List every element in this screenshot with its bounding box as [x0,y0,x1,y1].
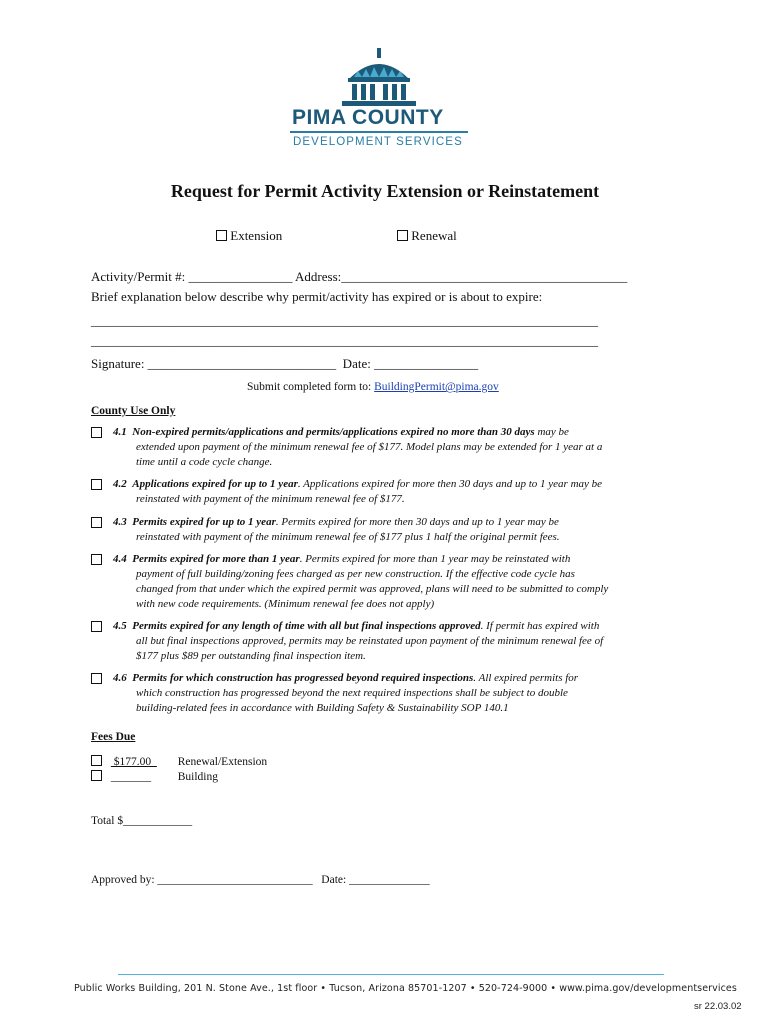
submit-prefix: Submit completed form to: [247,381,375,393]
item-4-5-checkbox[interactable] [91,621,102,632]
submit-instruction [247,381,499,393]
item-4-3-checkbox[interactable] [91,517,102,528]
logo-county-name: PIMA COUNTY [292,106,444,129]
fee-renewal-checkbox[interactable] [91,755,102,766]
item-4-2-line: reinstated with payment of the minimum renewal fee of $177. [136,493,405,505]
explanation-line-1[interactable]: ______________________________________________________________________________ [91,313,598,328]
county-use-item-4-4 [91,552,691,612]
fee-building-checkbox[interactable] [91,770,102,781]
form-code: sr 22.03.02 [694,1001,742,1012]
item-4-5-line: $177 plus $89 per outstanding final inspection item. [136,650,366,662]
item-4-3-line: reinstated with payment of the minimum renewal fee of $177 plus 1 half the original permit fees. [136,531,560,543]
item-4-3-heading: Permits expired for up to 1 year [132,516,276,528]
fee-row-renewal [91,755,267,768]
item-4-4-line: with new code requirements. (Minimum renewal fee does not apply) [136,598,435,610]
county-use-item-4-5 [91,619,691,664]
item-4-3-line: . Permits expired for more then 30 days and up to 1 year may be [275,516,559,528]
item-4-1-number: 4.1 [113,426,127,438]
county-use-heading: County Use Only [91,405,176,417]
page-title: Request for Permit Activity Extension or Reinstatement [170,181,600,201]
item-4-2-number: 4.2 [113,478,127,490]
renewal-label: Renewal [411,228,457,243]
extension-label: Extension [230,228,283,243]
item-4-6-checkbox[interactable] [91,673,102,684]
permit-address-field[interactable]: Activity/Permit #: ________________ Address:____________________________________________ [91,269,628,284]
logo-divider [290,131,468,133]
item-4-1-heading: Non-expired permits/applications and permits/applications expired no more than 30 days [132,426,535,438]
option-renewal[interactable] [397,228,457,244]
item-4-6-line: which construction has progressed beyond the next required inspections shall be subject to double [136,687,568,699]
item-4-2-heading: Applications expired for up to 1 year [132,478,298,490]
footer-divider [118,974,664,975]
extension-checkbox[interactable] [216,230,227,241]
item-4-6-line: building-related fees in accordance with Building Safety & Sustainability SOP 140.1 [136,702,509,714]
fees-heading: Fees Due [91,731,136,743]
item-4-2-checkbox[interactable] [91,479,102,490]
item-4-1-line: time until a code cycle change. [136,456,273,468]
item-4-4-line: payment of full building/zoning fees charged as per new construction. If the effective code cycle has [136,568,575,580]
item-4-4-number: 4.4 [113,553,127,565]
item-4-4-checkbox[interactable] [91,554,102,565]
item-4-4-heading: Permits expired for more than 1 year [132,553,300,565]
county-logo [288,44,470,154]
item-4-1-line: extended upon payment of the minimum renewal fee of $177. Model plans may be extended for 1 year at a [136,441,603,453]
item-4-6-number: 4.6 [113,672,127,684]
fee-renewal-label: Renewal/Extension [177,756,268,768]
item-4-4-line: changed from that under which the expired permit was approved, plans will need to be submitted to comply [136,583,609,595]
county-use-item-4-3 [91,515,691,545]
fee-building-label: Building [177,771,219,783]
total-field[interactable]: Total $____________ [91,815,193,827]
county-use-item-4-1 [91,425,691,470]
submit-email-link[interactable]: BuildingPermit@pima.gov [374,381,499,393]
option-extension[interactable] [216,228,282,244]
item-4-6-heading: Permits for which construction has progressed beyond required inspections [132,672,474,684]
logo-subtitle: DEVELOPMENT SERVICES [293,136,463,148]
fee-building-amount[interactable]: _______ [110,771,152,783]
fee-row-building [91,770,218,783]
footer-address: Public Works Building, 201 N. Stone Ave., 1st floor • Tucson, Arizona 85701-1207 • 520-724-9000 • www.pima.gov/developmentservices [74,983,737,994]
fee-renewal-amount[interactable]: $177.00 [110,756,157,768]
signature-date-field[interactable]: Signature: _____________________________ Date: ________________ [91,356,479,371]
item-4-1-line: may be [534,426,569,438]
item-4-2-line: . Applications expired for more then 30 days and up to 1 year may be [297,478,603,490]
county-use-item-4-2 [91,477,691,507]
explanation-label: Brief explanation below describe why permit/activity has expired or is about to expire: [91,289,543,304]
item-4-1-checkbox[interactable] [91,427,102,438]
item-4-5-heading: Permits expired for any length of time with all but final inspections approved [132,620,481,632]
approved-by-field[interactable]: Approved by: ___________________________ Date: ______________ [91,874,430,886]
item-4-4-line: . Permits expired for more than 1 year may be reinstated with [299,553,571,565]
item-4-5-line: all but final inspections approved, permits may be reinstated upon payment of the minimum renewal fee of [136,635,604,647]
item-4-6-line: . All expired permits for [473,672,579,684]
item-4-5-line: . If permit has expired with [480,620,600,632]
renewal-checkbox[interactable] [397,230,408,241]
explanation-line-2[interactable]: ______________________________________________________________________________ [91,333,598,348]
capitol-dome-icon [288,44,470,110]
county-use-item-4-6 [91,671,691,716]
item-4-3-number: 4.3 [113,516,127,528]
item-4-5-number: 4.5 [113,620,127,632]
